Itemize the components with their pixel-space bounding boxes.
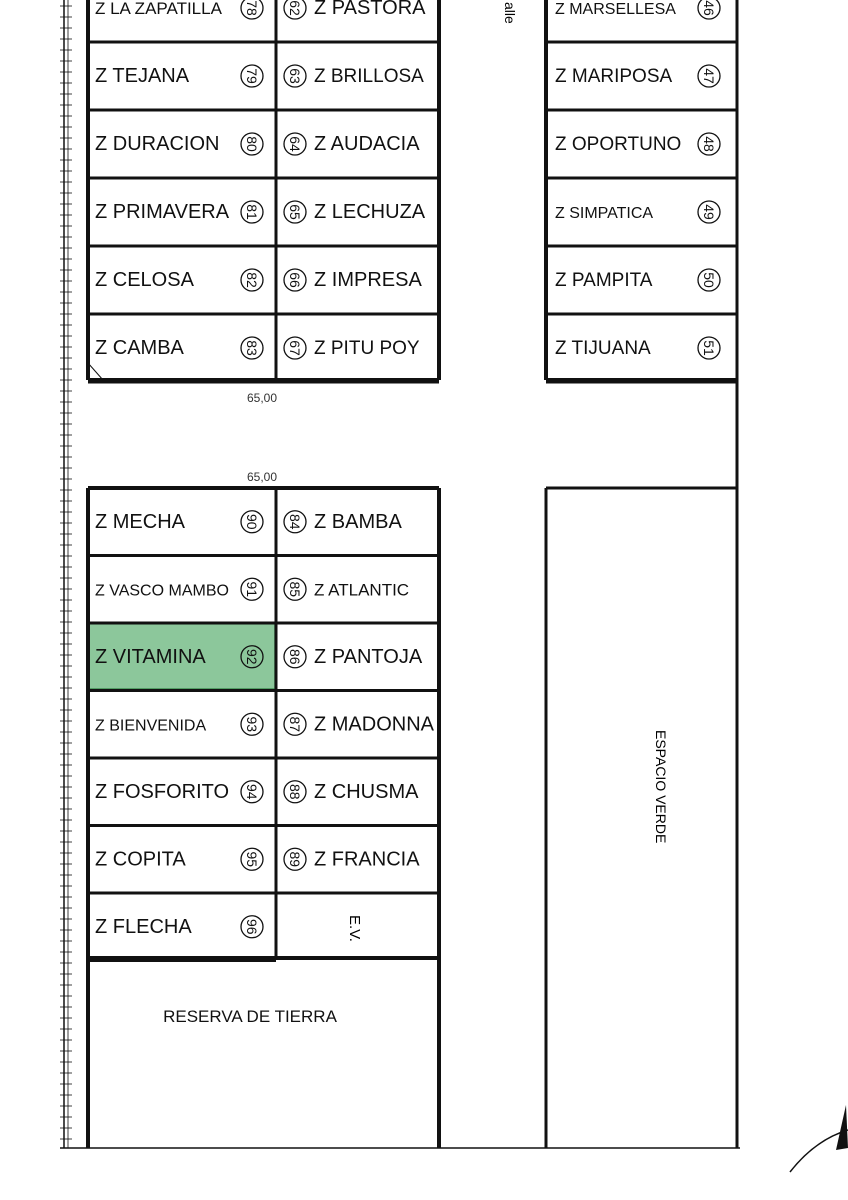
lot-name[interactable]: Z BRILLOSA <box>314 66 424 87</box>
lot-number: 94 <box>244 783 260 800</box>
lot-number: 49 <box>701 204 717 220</box>
dimension-bottom: 65,00 <box>246 470 278 484</box>
lot-name[interactable]: Z FRANCIA <box>314 848 420 871</box>
lot-number: 67 <box>287 340 303 356</box>
lot-number: 66 <box>287 272 303 288</box>
lot-number: 90 <box>244 513 260 530</box>
lot-number: 92 <box>244 648 260 665</box>
lot-number: 79 <box>244 68 260 84</box>
lot-name[interactable]: Z MARIPOSA <box>555 66 673 87</box>
lot-name[interactable]: Z MADONNA <box>314 713 434 736</box>
lot-number: 63 <box>287 68 303 84</box>
lot-name[interactable]: Z TIJUANA <box>555 338 651 359</box>
lot-name[interactable]: Z DURACION <box>95 133 220 155</box>
lot-name[interactable]: Z OPORTUNO <box>555 134 682 155</box>
lot-number: 95 <box>244 851 260 868</box>
lot-number: 51 <box>701 340 717 356</box>
lot-name[interactable]: Z PAMPITA <box>555 270 653 291</box>
lot-name[interactable]: Z IMPRESA <box>314 269 422 291</box>
lot-number: 80 <box>244 136 260 152</box>
compass-needle <box>836 1105 848 1150</box>
lot-name[interactable]: Z LECHUZA <box>314 201 426 223</box>
lot-number: 87 <box>287 716 303 733</box>
lot-name[interactable]: Z FOSFORITO <box>95 780 230 803</box>
reserva-label: RESERVA DE TIERRA <box>163 1007 337 1026</box>
lot-number: 85 <box>287 581 303 598</box>
lot-number: 86 <box>287 648 303 665</box>
lot-number: 65 <box>287 204 303 220</box>
lot-number: 96 <box>244 918 260 935</box>
street-label: alle <box>502 2 518 24</box>
lot-name[interactable]: Z CAMBA <box>95 337 184 359</box>
lot-number: 82 <box>244 272 260 288</box>
block-c <box>546 0 737 380</box>
left-boundary <box>60 0 72 1148</box>
lot-number: 89 <box>287 851 303 868</box>
lot-name[interactable]: Z TEJANA <box>95 65 190 87</box>
lot-number: 91 <box>244 581 260 598</box>
lot-name[interactable]: Z AUDACIA <box>314 133 420 155</box>
dimension-top: 65,00 <box>246 391 278 405</box>
lot-number: 78 <box>244 0 260 16</box>
lot-number: 48 <box>701 136 717 152</box>
lot-name[interactable]: Z SIMPATICA <box>555 205 654 222</box>
lot-number: 50 <box>701 272 717 288</box>
lot-number: 84 <box>287 513 303 530</box>
lot-name[interactable]: Z CELOSA <box>95 269 194 291</box>
lot-name[interactable]: Z CHUSMA <box>314 780 419 803</box>
espacio-verde-label: ESPACIO VERDE <box>653 730 669 844</box>
lot-name[interactable]: Z VITAMINA <box>95 645 206 668</box>
lot-number: 62 <box>287 0 303 16</box>
lot-name[interactable]: Z ATLANTIC <box>314 580 410 600</box>
lot-name[interactable]: Z BIENVENIDA <box>95 717 207 735</box>
espacio-verde-block <box>546 488 737 1148</box>
lot-name[interactable]: Z COPITA <box>95 848 186 871</box>
lot-number: 83 <box>244 340 260 356</box>
ev-label: E.V. <box>346 915 363 942</box>
lot-name[interactable]: Z PANTOJA <box>314 645 423 668</box>
lot-name[interactable]: Z BAMBA <box>314 510 402 533</box>
lot-name[interactable]: Z PRIMAVERA <box>95 201 230 223</box>
lot-number: 46 <box>701 0 717 16</box>
lot-name[interactable]: Z PITU POY <box>314 338 420 359</box>
lot-name[interactable]: Z PASTORA <box>314 0 426 19</box>
lot-number: 93 <box>244 716 260 733</box>
lot-number: 47 <box>701 68 717 84</box>
block-a <box>88 0 439 380</box>
lot-name[interactable]: Z MARSELLESA <box>555 1 676 18</box>
lot-name[interactable]: Z FLECHA <box>95 915 192 938</box>
lot-name[interactable]: Z MECHA <box>95 510 185 533</box>
lot-number: 81 <box>244 204 260 220</box>
lot-name[interactable]: Z VASCO MAMBO <box>95 582 229 600</box>
lot-number: 64 <box>287 136 303 152</box>
lot-name[interactable]: Z LA ZAPATILLA <box>95 0 222 18</box>
lot-number: 88 <box>287 783 303 800</box>
